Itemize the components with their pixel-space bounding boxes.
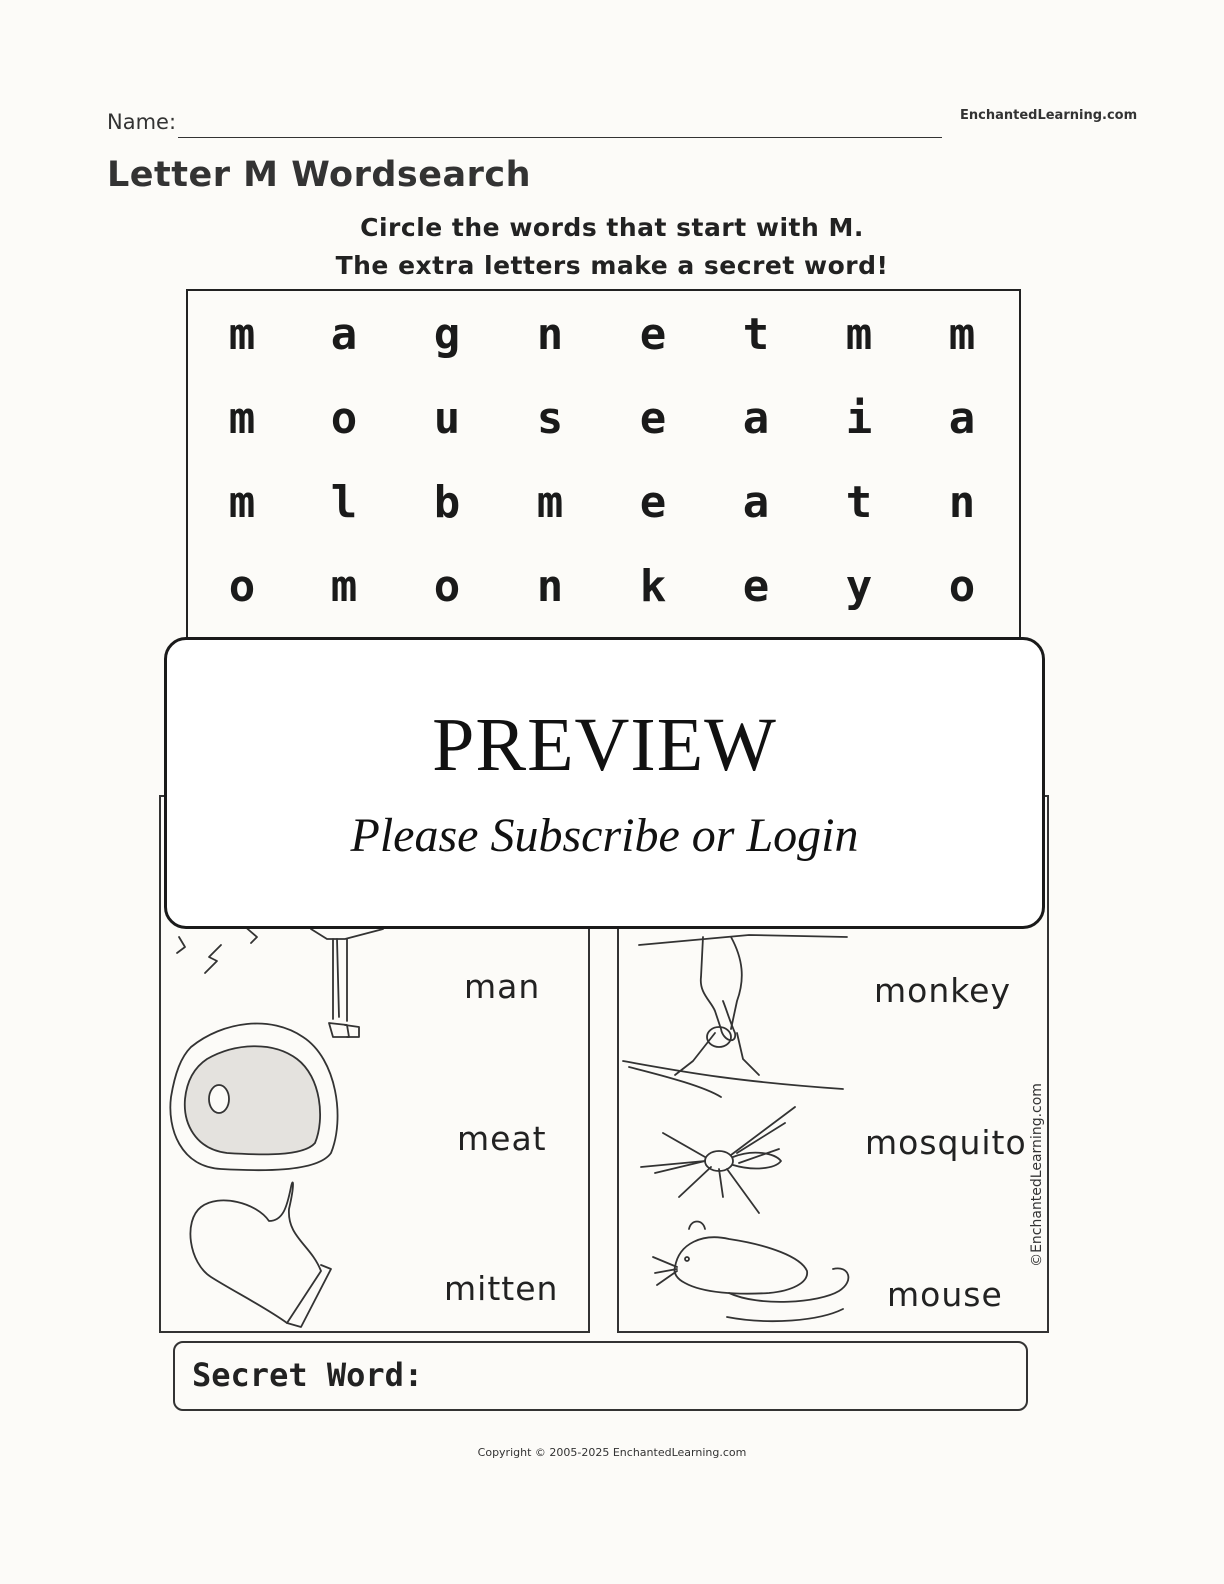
grid-cell: m xyxy=(330,561,358,612)
word-mitten: mitten xyxy=(444,1269,559,1308)
grid-cell: e xyxy=(639,393,667,444)
word-man: man xyxy=(464,967,541,1006)
grid-cell: a xyxy=(330,309,358,360)
grid-cell: g xyxy=(433,309,461,360)
grid-cell: y xyxy=(845,561,873,612)
grid-cell: n xyxy=(536,561,564,612)
grid-cell: e xyxy=(742,561,770,612)
site-brand[interactable]: EnchantedLearning.com xyxy=(960,108,1138,123)
grid-cell: u xyxy=(433,393,461,444)
word-meat: meat xyxy=(457,1119,547,1158)
grid-cell: b xyxy=(433,477,461,528)
grid-cell: i xyxy=(845,393,873,444)
vertical-copyright: ©EnchantedLearning.com xyxy=(1029,1083,1045,1267)
grid-cell: n xyxy=(536,309,564,360)
preview-title: PREVIEW xyxy=(432,703,777,787)
instruction-line-2: The extra letters make a secret word! xyxy=(335,251,889,280)
instruction-line-1: Circle the words that start with M. xyxy=(360,213,864,242)
letter-grid xyxy=(186,289,1021,689)
grid-cell: m xyxy=(228,309,256,360)
grid-cell: o xyxy=(330,393,358,444)
grid-cell: a xyxy=(742,477,770,528)
grid-cell: k xyxy=(639,561,667,612)
word-mouse: mouse xyxy=(887,1275,1003,1314)
grid-cell: m xyxy=(536,477,564,528)
grid-cell: o xyxy=(433,561,461,612)
grid-cell: e xyxy=(639,309,667,360)
grid-cell: m xyxy=(845,309,873,360)
grid-cell: s xyxy=(536,393,564,444)
preview-overlay[interactable] xyxy=(164,637,1045,929)
word-monkey: monkey xyxy=(874,971,1012,1010)
grid-cell: t xyxy=(742,309,770,360)
name-line xyxy=(178,137,942,138)
grid-cell: n xyxy=(948,477,976,528)
word-mosquito: mosquito xyxy=(865,1123,1027,1162)
grid-cell: l xyxy=(330,477,358,528)
grid-cell: t xyxy=(845,477,873,528)
grid-cell: o xyxy=(228,561,256,612)
grid-cell: a xyxy=(742,393,770,444)
grid-cell: o xyxy=(948,561,976,612)
secret-word-label: Secret Word: xyxy=(192,1356,424,1394)
grid-cell: m xyxy=(228,393,256,444)
subscribe-login-link[interactable]: Please Subscribe or Login xyxy=(350,809,859,862)
footer-copyright: Copyright © 2005-2025 EnchantedLearning.com xyxy=(477,1446,747,1459)
page-title: Letter M Wordsearch xyxy=(107,155,532,195)
grid-cell: e xyxy=(639,477,667,528)
name-label: Name: xyxy=(107,110,177,134)
grid-cell: m xyxy=(948,309,976,360)
grid-cell: a xyxy=(948,393,976,444)
grid-cell: m xyxy=(228,477,256,528)
